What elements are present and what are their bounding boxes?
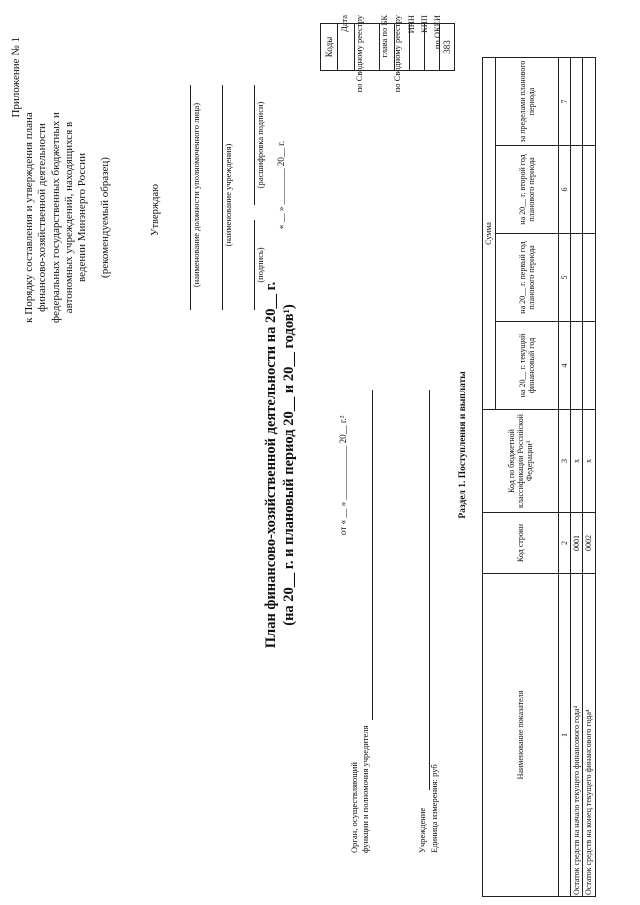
th-col5: на 20__ г. первый год планового периода — [496, 234, 559, 322]
approval-block — [150, 95, 162, 325]
col-number: 5 — [559, 234, 571, 322]
appendix-header — [10, 25, 112, 410]
row-budget: х — [583, 410, 595, 513]
code-value-okei: 383 — [440, 24, 455, 71]
organ-label-2: функции и полномочия учредителя — [360, 725, 370, 853]
code-label-registry-2: по Сводному реестру — [392, 15, 402, 93]
th-col6: на 20__ г. второй год планового периода — [496, 146, 559, 234]
row-cell — [583, 234, 595, 322]
approve-date: « __ » ________ 20__ г. — [276, 140, 286, 230]
col-number: 6 — [559, 146, 571, 234]
institution-caption: (наименование учреждения) — [223, 143, 233, 247]
code-label-okei: по ОКЕИ — [432, 15, 442, 50]
row-name: Остаток средств на начало текущего финансового года⁴ — [571, 574, 583, 897]
recommended-note: (рекомендуемый образец) — [99, 157, 112, 278]
code-value-bk — [380, 24, 395, 71]
code-value-kpp — [425, 24, 440, 71]
appendix-line: федеральных государственных бюджетных и — [49, 112, 62, 323]
th-code: Код строки — [483, 513, 559, 574]
appendix-line: финансово-хозяйственной деятельности — [36, 123, 49, 312]
signature-caption: (подпись) — [255, 247, 265, 283]
code-label-date: Дата — [339, 15, 349, 32]
section-title: Раздел 1. Поступления и выплаты — [458, 371, 468, 519]
institution-label: Учреждение — [417, 807, 427, 853]
code-value-registry-2 — [395, 24, 410, 71]
code-label-inn: ИНН — [406, 15, 416, 34]
col-number: 1 — [559, 574, 571, 897]
codes-header: Коды — [321, 24, 338, 71]
code-label-registry: по Сводному реестру — [354, 15, 364, 93]
col-number: 4 — [559, 322, 571, 410]
approve-title: Утверждаю — [150, 184, 161, 236]
code-value-registry — [355, 24, 380, 71]
date-from: от « __ » ____________ 20__ г.² — [338, 415, 348, 535]
row-cell — [583, 58, 595, 146]
unit-label: Единица измерения: руб — [429, 764, 439, 853]
col-number: 7 — [559, 58, 571, 146]
appendix-line: к Порядку составления и утверждения плана — [23, 112, 36, 323]
appendix-line: автономных учреждений, находящихся в — [62, 121, 75, 314]
codes-table — [320, 23, 455, 71]
plan-title — [262, 235, 298, 695]
row-code: 0001 — [571, 513, 583, 574]
row-cell — [571, 58, 583, 146]
row-cell — [571, 146, 583, 234]
row-code: 0002 — [583, 513, 595, 574]
table-row — [571, 58, 583, 897]
row-budget: х — [571, 410, 583, 513]
th-budget-code: Код по бюджетной классификации Российской Федерации³ — [483, 410, 559, 513]
appendix-line: ведении Минэнерго России — [75, 153, 88, 282]
th-col4: на 20__ г. текущий финансовый год — [496, 322, 559, 410]
th-col7: за пределами планового периода — [496, 58, 559, 146]
col-number: 3 — [559, 410, 571, 513]
decoding-caption: (расшифровка подписи) — [255, 101, 265, 189]
code-label-kpp: КПП — [419, 15, 429, 33]
title-line-1: План финансово-хозяйственной деятельности на 20__ г. — [263, 281, 279, 649]
row-cell — [571, 322, 583, 410]
code-value-date — [338, 24, 355, 71]
table-row — [583, 58, 595, 897]
organ-label-1: Орган, осуществляющий — [349, 762, 359, 853]
code-value-inn — [410, 24, 425, 71]
row-cell — [571, 234, 583, 322]
title-line-2: (на 20__ г. и плановый период 20__ и 20__ годов¹) — [281, 304, 298, 626]
row-cell — [583, 322, 595, 410]
code-label-bk: глава по БК — [379, 15, 389, 58]
col-number: 2 — [559, 513, 571, 574]
organ-line — [372, 390, 373, 720]
row-cell — [583, 146, 595, 234]
payments-table — [482, 57, 596, 897]
th-name: Наименование показателя — [483, 574, 559, 897]
row-name: Остаток средств на конец текущего финансового года⁴ — [583, 574, 595, 897]
th-sum: Сумма — [483, 58, 496, 410]
appendix-number: Приложение № 1 — [10, 37, 22, 118]
position-caption: (наименование должности уполномоченного лица) — [191, 102, 201, 288]
